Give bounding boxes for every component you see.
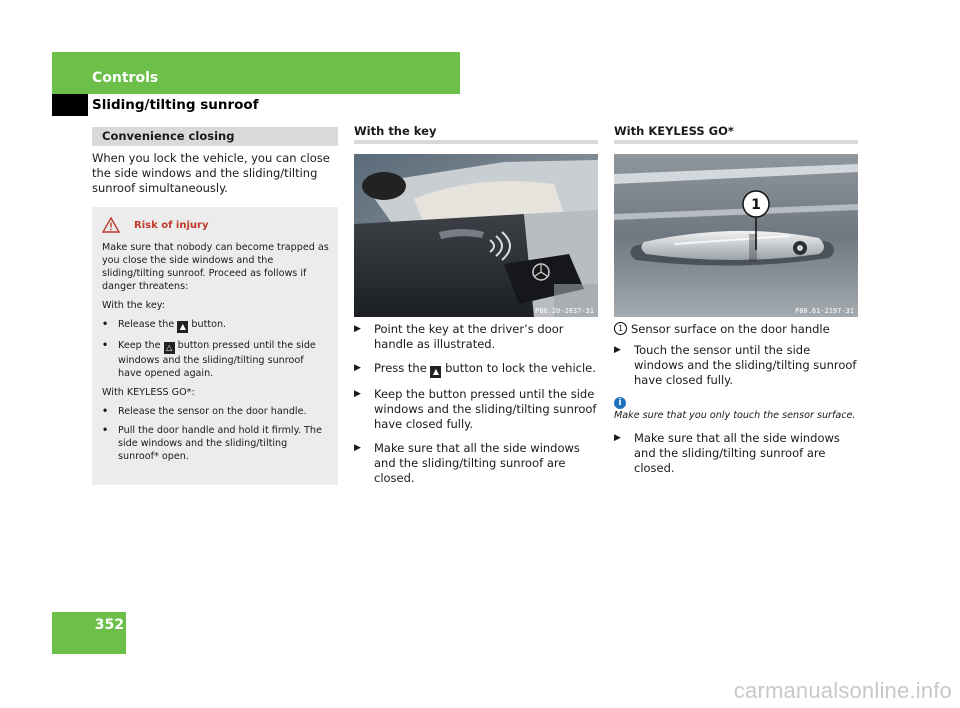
info-note-text: Make sure that you only touch the sensor surface. [614,410,856,421]
door-key-photo [354,154,598,317]
arrow-right-icon: ▶ [354,324,361,334]
page-number-box [52,612,126,654]
keyless-heading: With KEYLESS GO* [614,124,734,138]
arrow-right-icon: ▶ [614,433,621,443]
with-key-heading: With the key [354,124,437,138]
with-key-rule [354,140,598,144]
watermark: carmanualsonline.info [733,678,952,703]
step-item [354,387,602,432]
image-reference: P80.20-2837-31 [534,307,594,315]
lock-icon: ▲ [177,321,188,333]
step-text: Touch the sensor until the side windows and the sliding/tilting sunroof have closed fully. [634,343,857,387]
info-icon: i [614,397,626,409]
door-handle-photo [614,154,858,317]
step-item [354,322,602,352]
warning-key-item-before: Keep the [118,340,164,351]
keyless-rule [614,140,858,144]
callout-number-icon: 1 [614,322,627,335]
keyless-steps [614,322,862,485]
arrow-right-icon: ▶ [614,345,621,355]
step-item [354,361,602,378]
warning-intro: Make sure that nobody can become trapped as you close the side windows and the sliding/tilting sunroof. Proceed as follows if danger threatens: [102,242,329,292]
bullet-icon: • [102,340,109,351]
info-note [614,397,862,422]
step-text: Point the key at the driver’s door handle as illustrated. [374,322,564,351]
warning-keyless-item-text: Pull the door handle and hold it firmly. The side windows and the sliding/tilting sunroof* open. [118,425,322,462]
warning-keyless-label: With KEYLESS GO*: [102,387,195,398]
step-item [354,441,602,486]
step-item [614,431,862,476]
page-number: 352 [94,617,124,633]
warning-keyless-item-text: Release the sensor on the door handle. [118,406,307,417]
convenience-heading: Convenience closing [92,127,338,146]
step-text-prefix: Press the [374,361,427,375]
warning-triangle-icon [102,217,120,233]
unlock-icon: △ [164,342,175,354]
warning-keyless-item [102,405,330,418]
convenience-text: When you lock the vehicle, you can close the side windows and the sliding/tilting sunroof simultaneously. [92,151,330,195]
callout-text: Sensor surface on the door handle [631,322,830,336]
callout-caption [614,322,862,337]
lock-icon: ▲ [430,366,441,378]
warning-key-item [102,339,330,380]
chapter-title: Controls [92,70,159,86]
bullet-icon: • [102,425,109,436]
step-text: button to lock the vehicle. [445,361,596,375]
bullet-icon: • [102,319,109,330]
warning-title: Risk of injury [134,219,209,231]
image-reference: P80.61-2197-31 [794,307,854,315]
warning-key-item-after: button. [188,319,227,330]
step-text: Make sure that all the side windows and the sliding/tilting sunroof are closed. [634,431,840,475]
arrow-right-icon: ▶ [354,363,361,373]
door-key-illustration [354,154,598,317]
step-text: Make sure that all the side windows and the sliding/tilting sunroof are closed. [374,441,580,485]
warning-header [102,217,330,233]
section-title: Sliding/tilting sunroof [92,97,259,113]
door-handle-illustration [614,154,858,317]
step-text: Keep the button pressed until the side windows and the sliding/tilting sunroof have closed fully. [374,387,597,431]
with-key-steps [354,322,602,495]
arrow-right-icon: ▶ [354,443,361,453]
warning-key-item-after: button pressed until the side windows and the sliding/tilting sunroof have opened again. [118,340,316,379]
warning-keyless-item [102,424,330,463]
step-item [614,343,862,388]
arrow-right-icon: ▶ [354,389,361,399]
callout-label: 1 [751,197,761,213]
warning-key-label: With the key: [102,300,165,311]
warning-key-item [102,318,330,333]
section-tab-marker [52,94,88,116]
warning-box [92,207,338,485]
warning-key-item-before: Release the [118,319,178,330]
bullet-icon: • [102,406,109,417]
